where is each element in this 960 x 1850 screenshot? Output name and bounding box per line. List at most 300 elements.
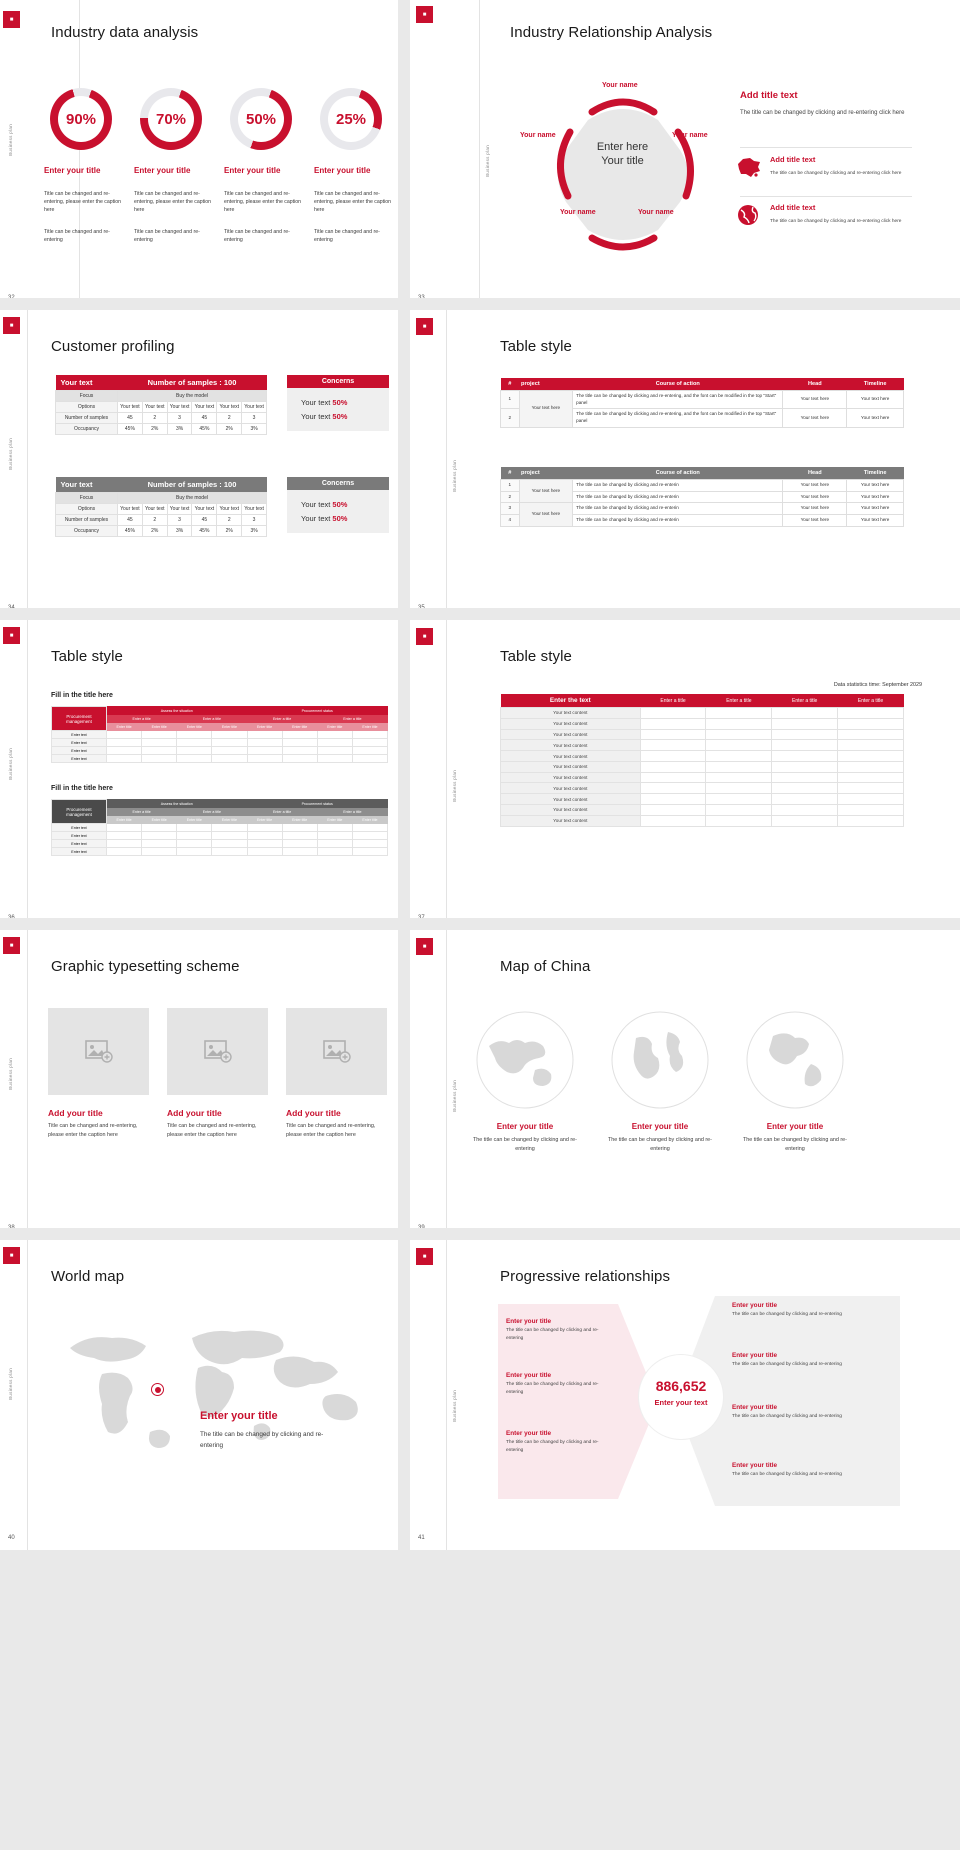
row-label: Enter text: [52, 731, 107, 739]
timeline-cell: Your text here: [847, 503, 904, 515]
callout-body: The title can be changed by clicking and re-entering: [200, 1431, 324, 1449]
globe-icon: [743, 1008, 847, 1112]
slide-thumb-39[interactable]: [410, 930, 960, 1240]
table-row: [501, 761, 904, 772]
row-number: 3: [501, 503, 520, 515]
leaf-header: Enter title: [352, 816, 387, 824]
profiling-table-1: [55, 375, 267, 435]
row-label: Options: [56, 402, 118, 413]
col-header: Enter the text: [549, 697, 591, 704]
donut-percent: 25%: [335, 110, 367, 128]
row-label: Occupancy: [56, 526, 118, 537]
card-body-2: Title can be changed and re-entering, please enter the caption here: [167, 1123, 257, 1138]
page-number: 41: [418, 1535, 425, 1541]
right-item-3: [732, 1404, 852, 1421]
page-title: Table style: [500, 338, 572, 355]
table-row: [501, 751, 904, 762]
table-row: [52, 739, 388, 747]
action-table-1: [500, 378, 904, 428]
col-header: Head: [807, 381, 822, 387]
head-cell: Your text here: [783, 409, 847, 427]
image-placeholder-2[interactable]: [167, 1008, 268, 1095]
group-header: Procurement status: [247, 800, 388, 808]
right-item-2: [732, 1352, 852, 1369]
image-placeholder-3[interactable]: [286, 1008, 387, 1095]
cell: Your text: [217, 504, 242, 515]
data-time-caption: Data statistics time: September 2029: [833, 682, 922, 688]
row-number: 2: [501, 409, 520, 427]
table-row: [501, 708, 904, 719]
table-row: [501, 740, 904, 751]
location-pin-icon[interactable]: [151, 1383, 164, 1396]
card-title-2: Add your title: [167, 1108, 222, 1118]
table-row: [52, 848, 388, 856]
slide-thumb-35[interactable]: [410, 310, 960, 620]
donut-percent: 70%: [155, 110, 187, 128]
page-title: Map of China: [500, 958, 591, 975]
timeline-cell: Your text here: [847, 391, 904, 409]
action-cell: The title can be changed by clicking and re-enterin: [573, 491, 783, 503]
row-number: 2: [501, 491, 520, 503]
col-header: project: [521, 381, 540, 387]
timeline-cell: Your text here: [847, 409, 904, 427]
cell: Your text: [192, 402, 217, 413]
page-title: Table style: [51, 648, 123, 665]
item-title-2: Enter your title: [631, 1122, 689, 1131]
right-item-2-body: The title can be changed by clicking and re-entering click here: [770, 219, 902, 224]
table-row: [501, 772, 904, 783]
item-body: The title can be changed by clicking and re-entering: [506, 1440, 599, 1453]
first-cell: Your text content: [501, 815, 641, 826]
table-row: [501, 480, 904, 492]
donut-body-3a: Title can be changed and re-entering, please enter the caption here: [224, 191, 302, 214]
leaf-header: Enter title: [142, 816, 177, 824]
action-cell: The title can be changed by clicking and re-enterin: [573, 503, 783, 515]
col-header: Timeline: [863, 381, 887, 387]
concerns-title: Concerns: [287, 375, 389, 388]
col-header: Enter a title: [857, 697, 884, 704]
seal-logo-icon: ■: [416, 938, 433, 955]
right-headline: Add title text: [740, 90, 798, 101]
head-cell: Your text here: [783, 514, 847, 526]
card-title-1: Add your title: [48, 1108, 103, 1118]
col-header: Timeline: [863, 470, 887, 476]
china-map-icon: [735, 155, 762, 179]
item-title-1: Enter your title: [496, 1122, 554, 1131]
first-cell: Your text content: [501, 772, 641, 783]
first-cell: Your text content: [501, 751, 641, 762]
cell: 45%: [192, 424, 217, 435]
action-cell: The title can be changed by clicking and re-enterin: [573, 480, 783, 492]
sub-header: Enter a title: [317, 715, 387, 723]
corner-label: Procurement management: [52, 707, 107, 731]
leaf-header: Enter title: [282, 723, 317, 731]
donut-title-3: Enter your title: [224, 166, 281, 175]
globe-icon: [608, 1008, 712, 1112]
node-label-bottom-right: Your name: [638, 209, 674, 216]
leaf-header: Enter title: [317, 816, 352, 824]
first-cell: Your text content: [501, 729, 641, 740]
table-row: [52, 747, 388, 755]
slide-thumb-38[interactable]: [0, 930, 410, 1240]
col-header: #: [508, 381, 512, 387]
cell: Your text: [142, 402, 167, 413]
donut-body-1b: Title can be changed and re-entering: [44, 229, 110, 244]
leaf-header: Enter title: [177, 723, 212, 731]
item-title: Enter your title: [732, 1302, 778, 1309]
right-item-2-title: Add title text: [770, 203, 816, 212]
seal-logo-icon: ■: [416, 6, 433, 23]
donut-body-1a: Title can be changed and re-entering, please enter the caption here: [44, 191, 122, 214]
side-label: Business plan: [452, 460, 457, 492]
slide-thumb-37[interactable]: [410, 620, 960, 930]
node-label-left: Your name: [520, 132, 556, 139]
concerns-panel-1: [287, 375, 389, 431]
cell: Your text: [242, 504, 267, 515]
cell: 2: [142, 413, 167, 424]
page-title: Industry Relationship Analysis: [510, 24, 713, 41]
cell: 45%: [118, 424, 143, 435]
action-cell: The title can be changed by clicking and re-entering, and the font can be modified in the top "Start" panel: [573, 391, 783, 409]
procurement-table-1: [51, 706, 388, 763]
donut-body-2a: Title can be changed and re-entering, please enter the caption here: [134, 191, 212, 214]
page-title: Graphic typesetting scheme: [51, 958, 240, 975]
first-cell: Your text content: [501, 783, 641, 794]
slide-thumb-40[interactable]: [0, 1240, 410, 1550]
item-body: The title can be changed by clicking and re-entering: [732, 1362, 842, 1367]
project-cell: Your text here: [519, 391, 573, 428]
sub-header: Enter a title: [107, 715, 177, 723]
item-title-3: Enter your title: [766, 1122, 824, 1131]
row-label: Enter text: [52, 824, 107, 832]
cell: Your text: [167, 402, 192, 413]
node-label-top: Your name: [602, 82, 638, 89]
item-title: Enter your title: [506, 1318, 552, 1325]
focus-label: Focus: [56, 391, 118, 402]
table-row: [501, 718, 904, 729]
slide-thumb-41[interactable]: [410, 1240, 960, 1550]
table-head-right: Number of samples : 100: [118, 477, 267, 493]
item-title: Enter your title: [506, 1430, 552, 1437]
item-title: Enter your title: [732, 1352, 778, 1359]
left-item-2: [506, 1372, 614, 1396]
table-row: [52, 832, 388, 840]
side-label: Business plan: [452, 1390, 457, 1422]
seal-logo-icon: ■: [416, 318, 433, 335]
page-title: Progressive relationships: [500, 1268, 671, 1285]
first-cell: Your text content: [501, 708, 641, 719]
row-label: Number of samples: [56, 413, 118, 424]
donut-title-4: Enter your title: [314, 166, 371, 175]
seal-logo-icon: ■: [3, 937, 20, 954]
row-number: 1: [501, 480, 520, 492]
donut-title-1: Enter your title: [44, 166, 101, 175]
cell: 2: [217, 413, 242, 424]
focus-value: Buy the model: [118, 493, 267, 504]
leaf-header: Enter title: [212, 816, 247, 824]
page-number: 40: [8, 1535, 15, 1541]
leaf-header: Enter title: [107, 723, 142, 731]
donut-body-4a: Title can be changed and re-entering, please enter the caption here: [314, 191, 392, 214]
item-body: The title can be changed by clicking and re-entering: [732, 1414, 842, 1419]
row-number: 1: [501, 391, 520, 409]
item-body: The title can be changed by clicking and re-entering: [732, 1312, 842, 1317]
cell: 2%: [217, 526, 242, 537]
leaf-header: Enter title: [247, 816, 282, 824]
cell: 2%: [142, 526, 167, 537]
cell: Your text: [118, 402, 143, 413]
row-label: Enter text: [52, 840, 107, 848]
cell: 45: [118, 413, 143, 424]
center-circle: [638, 1354, 724, 1440]
timeline-cell: Your text here: [847, 491, 904, 503]
leaf-header: Enter title: [177, 816, 212, 824]
cell: 45: [192, 515, 217, 526]
donut-body-3b: Title can be changed and re-entering: [224, 229, 290, 244]
card-title-3: Add your title: [286, 1108, 341, 1118]
content-table: [500, 694, 904, 827]
cell: Your text: [118, 504, 143, 515]
leaf-header: Enter title: [212, 723, 247, 731]
cell: 3%: [167, 526, 192, 537]
image-placeholder-icon: [85, 1038, 113, 1064]
focus-value: Buy the model: [118, 391, 267, 402]
table-head-left: Your text: [56, 477, 118, 493]
action-cell: The title can be changed by clicking and re-enterin: [573, 514, 783, 526]
cell: 3: [242, 413, 267, 424]
corner-label: Procurement management: [52, 800, 107, 824]
donut-title-2: Enter your title: [134, 166, 191, 175]
big-number: 886,652: [655, 1378, 707, 1394]
cell: Your text: [167, 504, 192, 515]
cell: 2: [142, 515, 167, 526]
item-title: Enter your title: [506, 1372, 552, 1379]
center-text: Enter here Your title: [596, 141, 649, 168]
cell: 3%: [167, 424, 192, 435]
side-label: Business plan: [452, 770, 457, 802]
first-cell: Your text content: [501, 761, 641, 772]
table-row: [52, 731, 388, 739]
node-label-bottom-left: Your name: [560, 209, 596, 216]
group-header: Procurement status: [247, 707, 388, 715]
concerns-body: Your text 50% Your text 50%: [287, 388, 389, 431]
concerns-body: Your text 50% Your text 50%: [287, 490, 389, 533]
sub-header: Enter a title: [247, 715, 317, 723]
sub-header: Enter a title: [317, 808, 387, 816]
leaf-header: Enter title: [352, 723, 387, 731]
donut-chart-1: [50, 88, 112, 150]
cell: Your text: [242, 402, 267, 413]
image-placeholder-icon: [323, 1038, 351, 1064]
slide-thumb-34[interactable]: [0, 310, 410, 620]
seal-logo-icon: ■: [3, 317, 20, 334]
procurement-table-2: [51, 799, 388, 856]
side-label: Business plan: [8, 438, 13, 470]
slide-thumb-32[interactable]: [0, 0, 410, 310]
head-cell: Your text here: [783, 503, 847, 515]
timeline-cell: Your text here: [847, 480, 904, 492]
right-item-4: [732, 1462, 852, 1479]
section-title-1: Fill in the title here: [51, 692, 113, 699]
focus-label: Focus: [56, 493, 118, 504]
row-label: Enter text: [52, 739, 107, 747]
col-header: Enter a title: [726, 697, 752, 704]
cell: Your text: [142, 504, 167, 515]
leaf-header: Enter title: [247, 723, 282, 731]
col-header: Course of action: [655, 381, 700, 387]
big-number-sublabel: Enter your text: [654, 1398, 708, 1407]
slide-thumb-36[interactable]: [0, 620, 410, 930]
donut-chart-4: [320, 88, 382, 150]
row-label: Enter text: [52, 747, 107, 755]
item-body: The title can be changed by clicking and re-entering: [732, 1472, 842, 1477]
col-header: Course of action: [655, 470, 700, 476]
row-label: Enter text: [52, 755, 107, 763]
first-cell: Your text content: [501, 794, 641, 805]
table-row: [501, 783, 904, 794]
seal-logo-icon: ■: [3, 11, 20, 28]
table-head-left: Your text: [56, 375, 118, 391]
globe-icon: [473, 1008, 577, 1112]
cell: 3: [167, 515, 192, 526]
seal-logo-icon: ■: [3, 627, 20, 644]
profiling-table-2: [55, 477, 267, 537]
row-label: Options: [56, 504, 118, 515]
table-row: [501, 503, 904, 515]
sub-header: Enter a title: [177, 715, 247, 723]
cell: 45: [118, 515, 143, 526]
sub-header: Enter a title: [247, 808, 317, 816]
item-body: The title can be changed by clicking and re-entering: [506, 1328, 599, 1341]
right-item-1-title: Add title text: [770, 155, 816, 164]
col-header: #: [508, 470, 512, 476]
image-placeholder-1[interactable]: [48, 1008, 149, 1095]
right-item-1: [732, 1302, 852, 1319]
side-label: Business plan: [485, 145, 490, 177]
left-item-3: [506, 1430, 614, 1454]
head-cell: Your text here: [783, 391, 847, 409]
table-row: [501, 391, 904, 409]
table-head-right: Number of samples : 100: [118, 375, 267, 391]
right-headline-body: The title can be changed by clicking and re-entering click here: [740, 110, 905, 116]
cell: 2%: [142, 424, 167, 435]
leaf-header: Enter title: [317, 723, 352, 731]
item-body-1: The title can be changed by clicking and re-entering: [473, 1137, 577, 1152]
table-row: [52, 824, 388, 832]
leaf-header: Enter title: [107, 816, 142, 824]
leaf-header: Enter title: [282, 816, 317, 824]
item-title: Enter your title: [732, 1462, 778, 1469]
first-cell: Your text content: [501, 805, 641, 816]
action-table-2: [500, 467, 904, 527]
col-header: project: [521, 470, 540, 476]
slide-thumb-33[interactable]: [410, 0, 960, 310]
globe-icon: [735, 203, 762, 227]
node-label-right: Your name: [672, 132, 708, 139]
cell: 45: [192, 413, 217, 424]
project-cell: Your text here: [519, 480, 573, 503]
head-cell: Your text here: [783, 491, 847, 503]
donut-percent: 50%: [245, 110, 277, 128]
row-label: Occupancy: [56, 424, 118, 435]
item-body: The title can be changed by clicking and re-entering: [506, 1382, 599, 1395]
side-label: Business plan: [8, 124, 13, 156]
table-row: [52, 840, 388, 848]
cell: 45%: [118, 526, 143, 537]
cell: Your text: [217, 402, 242, 413]
row-label: Enter text: [52, 848, 107, 856]
donut-chart-2: [140, 88, 202, 150]
item-body-2: The title can be changed by clicking and re-entering: [608, 1137, 712, 1152]
concerns-panel-2: [287, 477, 389, 533]
cell: 3: [167, 413, 192, 424]
side-label: Business plan: [8, 1368, 13, 1400]
group-header: Assess the situation: [107, 800, 248, 808]
leaf-header: Enter title: [142, 723, 177, 731]
callout-title: Enter your title: [200, 1410, 278, 1422]
row-label: Enter text: [52, 832, 107, 840]
item-body-3: The title can be changed by clicking and re-entering: [743, 1137, 847, 1152]
donut-chart-3: [230, 88, 292, 150]
seal-logo-icon: ■: [416, 628, 433, 645]
section-title-2: Fill in the title here: [51, 785, 113, 792]
seal-logo-icon: ■: [3, 1247, 20, 1264]
head-cell: Your text here: [783, 480, 847, 492]
first-cell: Your text content: [501, 740, 641, 751]
cell: 3%: [242, 526, 267, 537]
item-title: Enter your title: [732, 1404, 778, 1411]
first-cell: Your text content: [501, 718, 641, 729]
sub-header: Enter a title: [177, 808, 247, 816]
right-item-1-body: The title can be changed by clicking and re-entering click here: [770, 171, 902, 176]
side-label: Business plan: [8, 748, 13, 780]
group-header: Assess the situation: [107, 707, 248, 715]
table-row: [501, 729, 904, 740]
donut-percent: 90%: [65, 110, 97, 128]
table-row: [501, 805, 904, 816]
cell: 2: [217, 515, 242, 526]
cell: 45%: [192, 526, 217, 537]
cell: 2%: [217, 424, 242, 435]
row-label: Number of samples: [56, 515, 118, 526]
table-row: [52, 755, 388, 763]
col-header: Enter a title: [792, 697, 818, 704]
side-label: Business plan: [452, 1080, 457, 1112]
cell: Your text: [192, 504, 217, 515]
row-number: 4: [501, 514, 520, 526]
page-title: Industry data analysis: [51, 24, 199, 41]
col-header: Head: [807, 470, 822, 476]
page-title: Customer profiling: [51, 338, 175, 355]
table-row: [501, 794, 904, 805]
seal-logo-icon: ■: [416, 1248, 433, 1265]
image-placeholder-icon: [204, 1038, 232, 1064]
page-title: World map: [51, 1268, 125, 1285]
cell: 3%: [242, 424, 267, 435]
donut-body-4b: Title can be changed and re-entering: [314, 229, 380, 244]
cell: 3: [242, 515, 267, 526]
donut-body-2b: Title can be changed and re-entering: [134, 229, 200, 244]
card-body-3: Title can be changed and re-entering, please enter the caption here: [286, 1123, 376, 1138]
card-body-1: Title can be changed and re-entering, please enter the caption here: [48, 1123, 138, 1138]
action-cell: The title can be changed by clicking and re-entering, and the font can be modified in the top "Start" panel: [573, 409, 783, 427]
table-row: [501, 815, 904, 826]
left-item-1: [506, 1318, 614, 1342]
side-label: Business plan: [8, 1058, 13, 1090]
project-cell: Your text here: [519, 503, 573, 526]
col-header: Enter a title: [660, 697, 686, 704]
concerns-title: Concerns: [287, 477, 389, 490]
